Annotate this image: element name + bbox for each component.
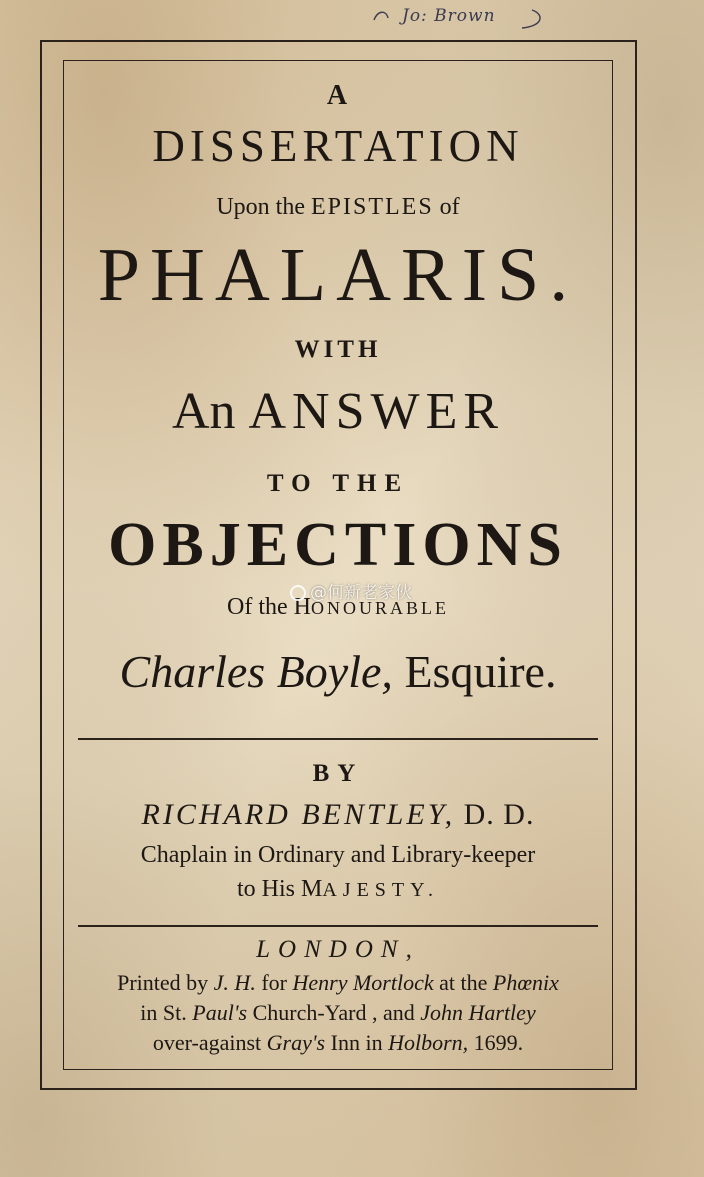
churchyard-words: Church-Yard , and <box>247 1000 421 1025</box>
to-his-words: to His <box>236 876 301 902</box>
title-with: WITH <box>294 336 382 363</box>
publisher-mortlock: Henry Mortlock <box>292 970 434 995</box>
upon-prefix: Upon the <box>216 194 311 220</box>
author-name: RICHARD BENTLEY, <box>141 798 456 831</box>
signature-flourish <box>372 6 550 32</box>
title-upon-line <box>63 194 613 221</box>
title-to-the: TO THE <box>266 470 410 497</box>
charles-boyle-name: Charles Boyle, <box>119 646 405 697</box>
grays-word: Gray's <box>266 1030 326 1055</box>
majesty-initial: M <box>301 876 323 902</box>
epistles-word: EPISTLES <box>310 194 434 220</box>
imprint-city: LONDON, <box>256 936 420 963</box>
in-st-words: in St. <box>140 1000 193 1025</box>
over-against-words: over-against <box>152 1030 267 1055</box>
imprint-line-1 <box>63 970 613 996</box>
divider-rule-lower <box>78 925 598 927</box>
printer-initials: J. H. <box>213 970 256 995</box>
imprint-line-3 <box>63 1030 613 1056</box>
imprint-line-2 <box>63 1000 613 1026</box>
pauls-word: Paul's <box>192 1000 248 1025</box>
at-the-words: at the <box>433 970 493 995</box>
upon-suffix: of <box>433 194 460 220</box>
publisher-hartley: John Hartley <box>420 1000 536 1025</box>
title-charles-boyle <box>63 645 613 698</box>
phoenix-sign: Phœnix <box>492 970 559 995</box>
of-the-words: Of the <box>227 594 294 620</box>
inn-in-words: Inn in <box>325 1030 389 1055</box>
owner-signature <box>372 6 550 32</box>
imprint-year: 1699. <box>468 1030 524 1055</box>
title-phalaris: PHALARIS. <box>97 233 579 317</box>
author-by: BY <box>312 760 364 787</box>
signature-text: Jo: Brown <box>402 6 496 26</box>
esquire-word: Esquire. <box>404 646 557 697</box>
title-answer-line <box>63 382 613 441</box>
for-word: for <box>255 970 293 995</box>
answer-word: ANSWER <box>248 383 505 440</box>
show-through-text <box>100 440 105 463</box>
weibo-logo-icon <box>290 585 306 601</box>
divider-rule-upper <box>78 738 598 740</box>
watermark-text: @何新老家伙 <box>310 583 412 603</box>
honourable-rest: ONOURABLE <box>311 598 449 618</box>
author-degree: D. D. <box>455 798 535 831</box>
an-word: An <box>171 383 249 440</box>
author-majesty-line <box>63 876 613 903</box>
honourable-initial: H <box>293 594 311 620</box>
holborn-word: Holborn, <box>388 1030 469 1055</box>
title-dissertation: DISSERTATION <box>152 121 524 171</box>
title-article: A <box>326 80 350 111</box>
printed-by: Printed by <box>117 970 214 995</box>
majesty-rest: AJESTY. <box>322 879 439 901</box>
author-chaplain: Chaplain in Ordinary and Library-keeper <box>140 842 536 868</box>
title-objections: OBJECTIONS <box>108 511 568 579</box>
social-watermark <box>290 578 412 603</box>
author-name-line <box>63 798 613 832</box>
